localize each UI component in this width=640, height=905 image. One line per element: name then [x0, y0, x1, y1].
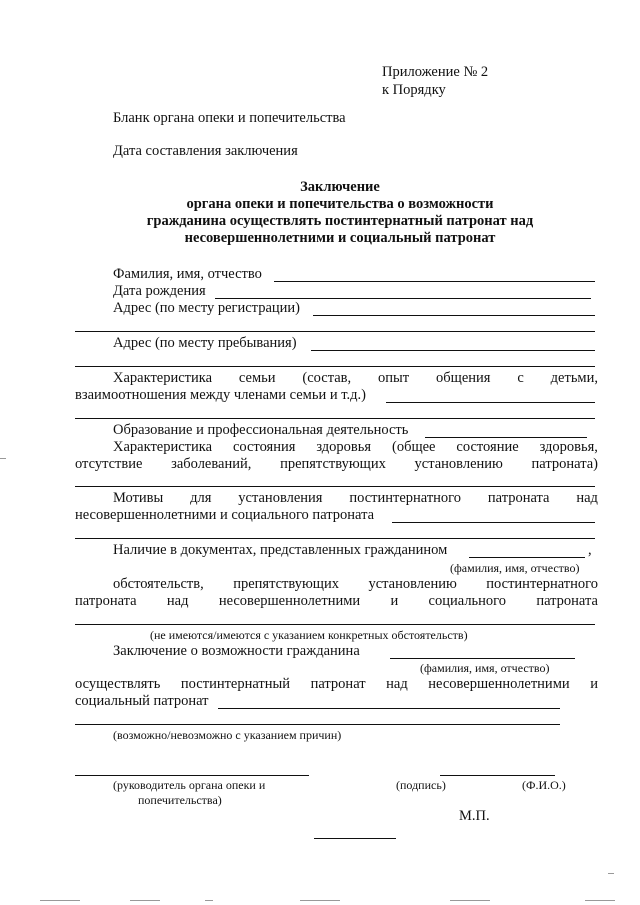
- scan-mark-left: [0, 458, 6, 459]
- scan-mark-bottom-6: [585, 900, 615, 901]
- documents-line-2: обстоятельств, препятствующих установлению постинтернатного: [113, 576, 598, 592]
- conclusion-field[interactable]: [218, 708, 560, 709]
- title-line-3: гражданина осуществлять постинтернатный патронат над: [146, 213, 534, 229]
- conclusion-line-1: Заключение о возможности гражданина: [113, 643, 360, 659]
- scan-mark-bottom-1: [40, 900, 80, 901]
- documents-line-3: патроната над несовершеннолетними и социального патроната: [75, 593, 598, 609]
- full-name-label: Фамилия, имя, отчество: [113, 266, 262, 282]
- birth-date-label: Дата рождения: [113, 283, 206, 299]
- title-line-1: Заключение: [300, 179, 380, 195]
- scan-mark-bottom-3: [205, 900, 213, 901]
- family-characteristic-line-1: Характеристика семьи (состав, опыт общения с детьми,: [113, 370, 598, 386]
- conclusion-name-hint: (фамилия, имя, отчество): [420, 661, 550, 675]
- head-label-line-1: (руководитель органа опеки и: [113, 778, 266, 792]
- registration-address-line[interactable]: [313, 315, 595, 316]
- date-label: Дата составления заключения: [113, 143, 298, 159]
- health-line-1: Характеристика состояния здоровья (общее состояние здоровья,: [113, 439, 598, 455]
- motives-field-2[interactable]: [75, 538, 595, 539]
- annex-number: Приложение № 2: [382, 64, 489, 80]
- head-signature-line[interactable]: [75, 775, 309, 776]
- annex-order: к Порядку: [382, 82, 446, 98]
- motives-field[interactable]: [392, 522, 595, 523]
- sign-label: (подпись): [396, 778, 446, 792]
- registration-address-line-2[interactable]: [75, 331, 595, 332]
- documents-comma: ,: [588, 542, 592, 558]
- fio-label: (Ф.И.О.): [522, 778, 566, 792]
- birth-date-line[interactable]: [215, 298, 591, 299]
- head-label-line-2: попечительства): [138, 793, 222, 807]
- documents-name-hint: (фамилия, имя, отчество): [450, 561, 580, 575]
- scan-mark-bottom-5: [450, 900, 490, 901]
- stay-address-line-2[interactable]: [75, 366, 595, 367]
- family-characteristic-line-2: взаимоотношения между членами семьи и т.д.): [75, 387, 366, 403]
- scan-mark-bottom-4: [300, 900, 340, 901]
- stamp-label: М.П.: [459, 808, 490, 824]
- documents-name-line[interactable]: [469, 557, 585, 558]
- family-characteristic-field-2[interactable]: [75, 418, 595, 419]
- scan-mark-bottom-2: [130, 900, 160, 901]
- blank-label: Бланк органа опеки и попечительства: [113, 110, 346, 126]
- title-line-4: несовершеннолетними и социальный патронат: [184, 230, 496, 246]
- health-field[interactable]: [75, 486, 595, 487]
- education-line[interactable]: [425, 437, 587, 438]
- conclusion-reason-hint: (возможно/невозможно с указанием причин): [113, 728, 342, 742]
- scan-mark-right: [608, 873, 614, 874]
- registration-address-label: Адрес (по месту регистрации): [113, 300, 300, 316]
- documents-line-1: Наличие в документах, представленных гражданином: [113, 542, 448, 558]
- family-characteristic-field[interactable]: [386, 402, 595, 403]
- conclusion-line-3: социальный патронат: [75, 693, 209, 709]
- title-line-2: органа опеки и попечительства о возможности: [186, 196, 494, 212]
- education-label: Образование и профессиональная деятельность: [113, 422, 409, 438]
- bottom-separator: [314, 838, 396, 839]
- conclusion-line-2: осуществлять постинтернатный патронат над несовершеннолетними и: [75, 676, 598, 692]
- stay-address-line[interactable]: [311, 350, 595, 351]
- sign-line[interactable]: [440, 775, 555, 776]
- conclusion-field-2[interactable]: [75, 724, 560, 725]
- conclusion-name-line[interactable]: [390, 658, 575, 659]
- motives-line-1: Мотивы для установления постинтернатного патроната над: [113, 490, 598, 506]
- stay-address-label: Адрес (по месту пребывания): [113, 335, 297, 351]
- documents-circumstances-hint: (не имеются/имеются с указанием конкретных обстоятельств): [150, 628, 468, 642]
- health-line-2: отсутствие заболеваний, препятствующих установлению патроната): [75, 456, 598, 472]
- documents-circumstances-line[interactable]: [75, 624, 595, 625]
- full-name-line[interactable]: [274, 281, 595, 282]
- motives-line-2: несовершеннолетними и социального патроната: [75, 507, 375, 523]
